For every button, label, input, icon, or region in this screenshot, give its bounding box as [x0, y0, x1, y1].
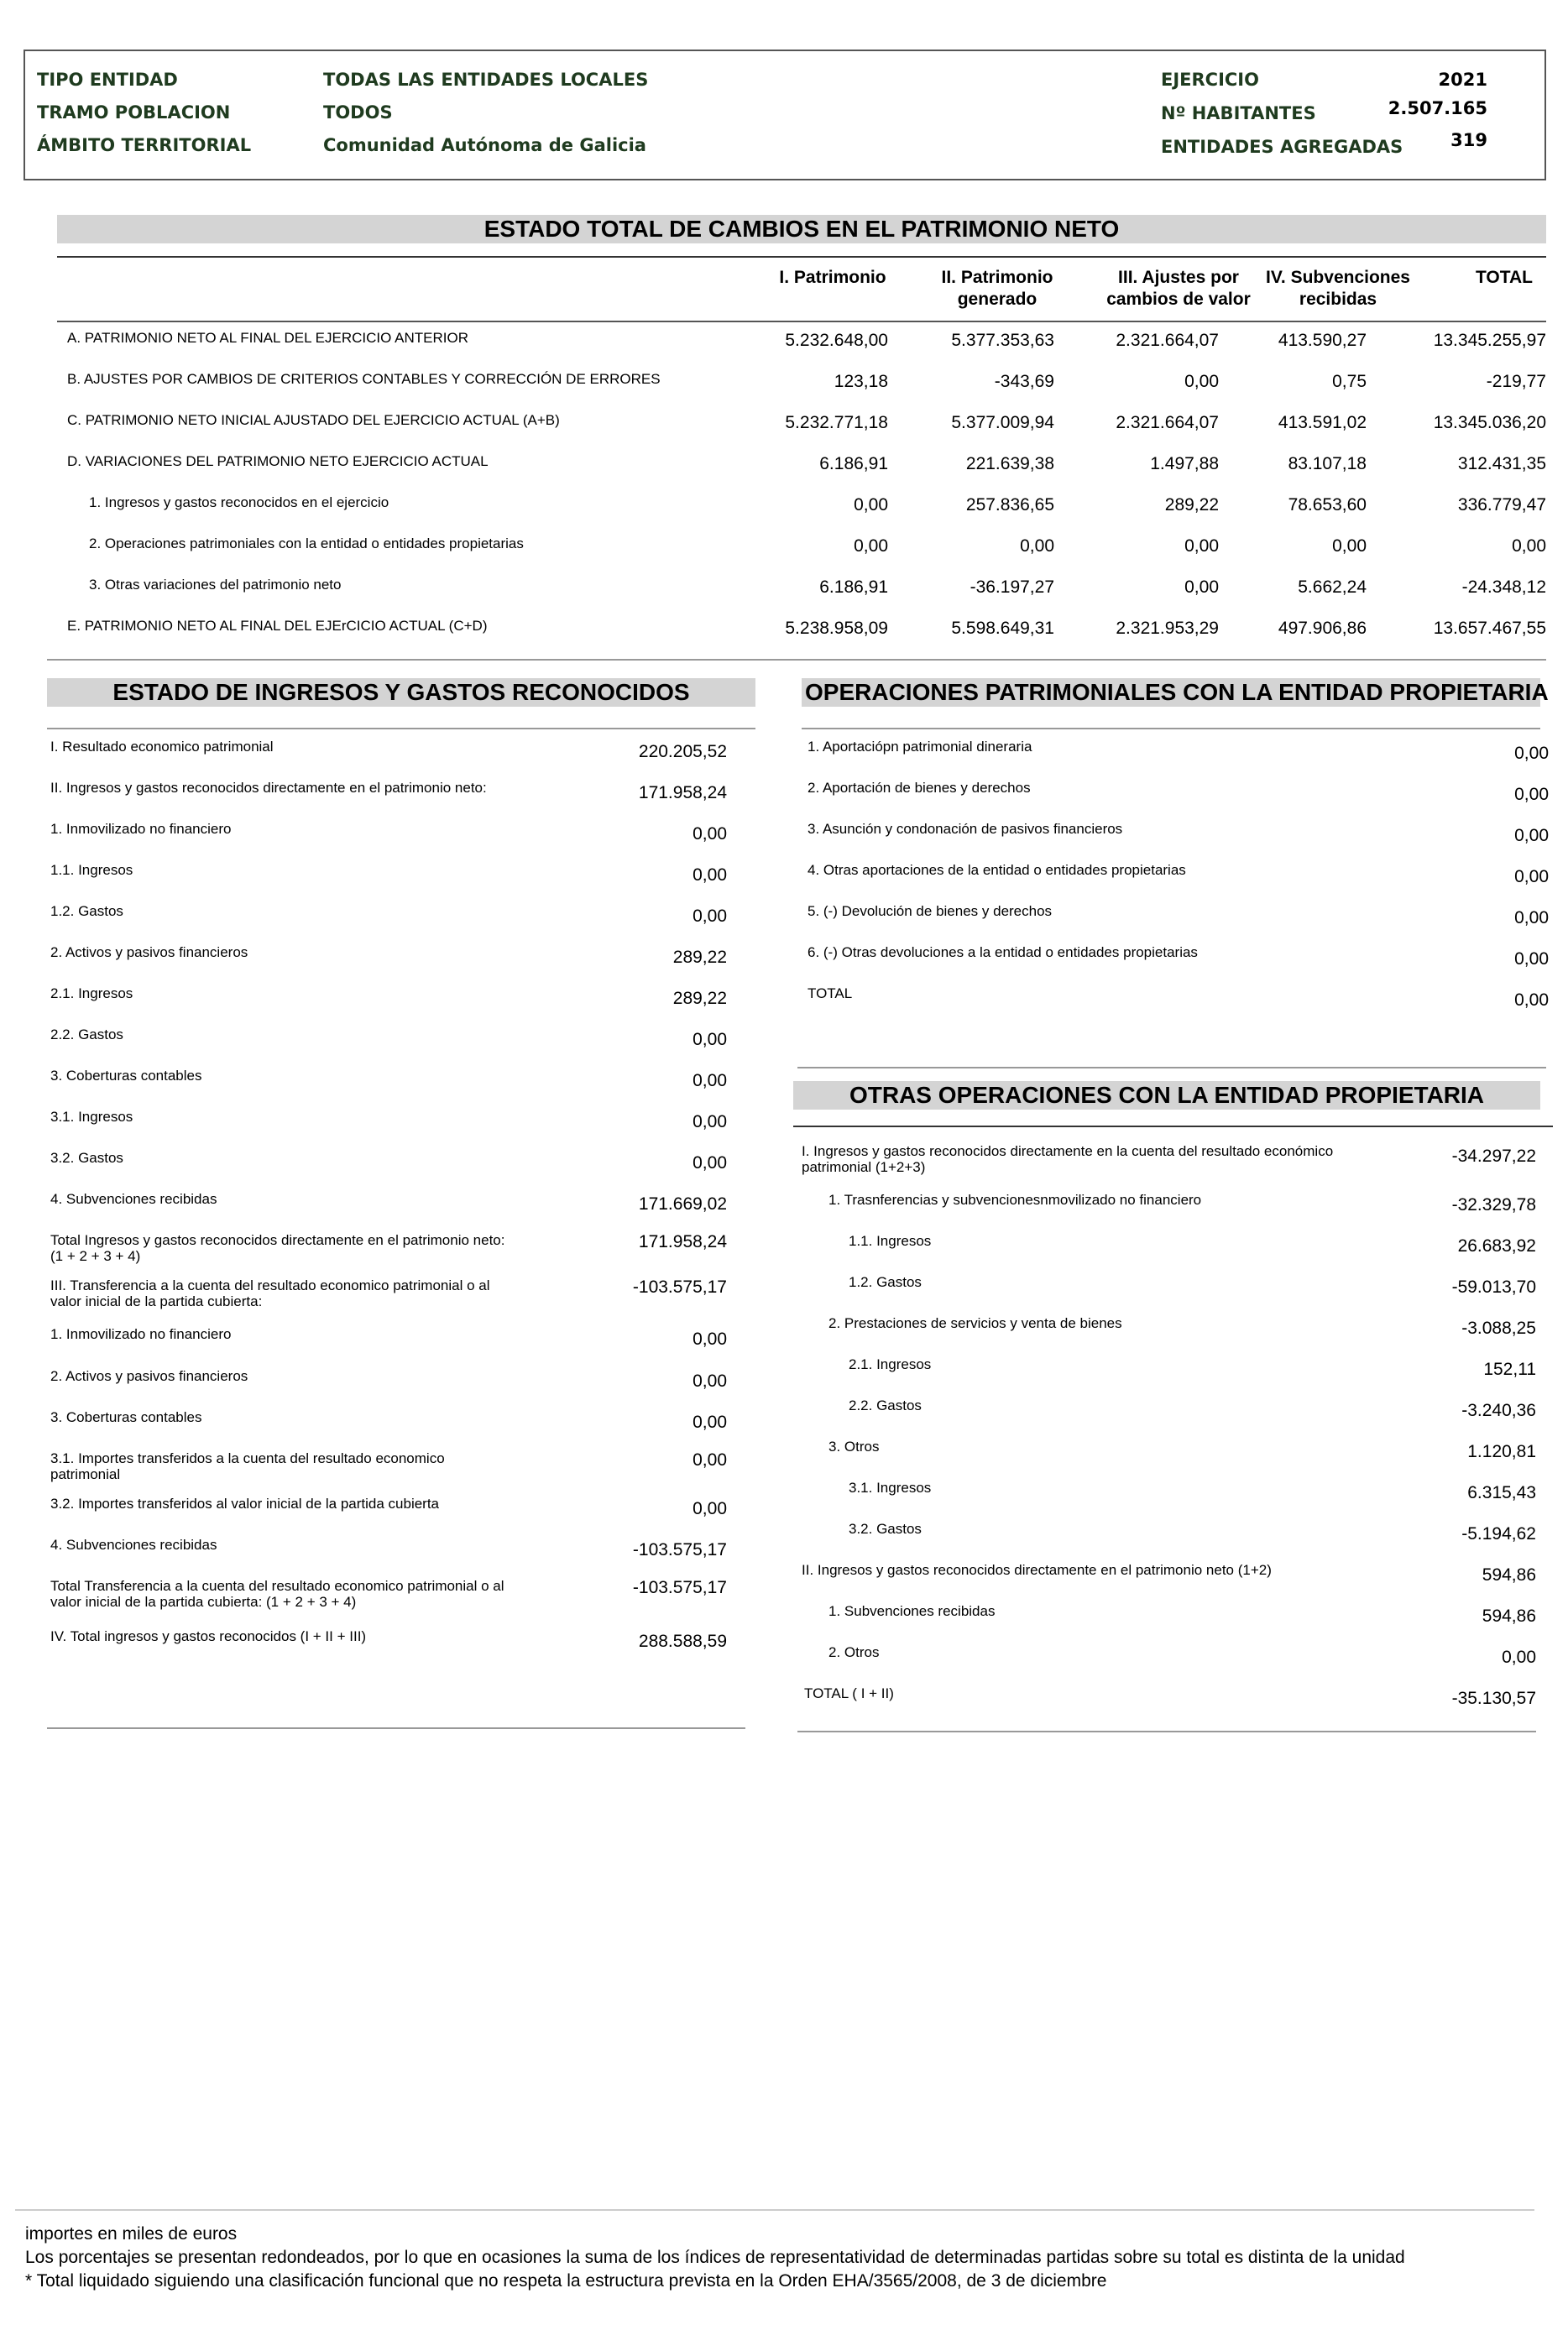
list-item-value: 0,00 [1514, 826, 1549, 845]
list-item-label: II. Ingresos y gastos reconocidos directamente en el patrimonio neto (1+2) [802, 1562, 1272, 1578]
list-item-label: 2. Activos y pasivos financieros [50, 944, 248, 960]
list-item-value: 0,00 [693, 824, 727, 844]
list-item-label: TOTAL ( I + II) [804, 1685, 894, 1701]
table-cell-value: 83.107,18 [1288, 454, 1367, 473]
table-cell-value: 0,00 [1332, 536, 1367, 556]
header-box [24, 50, 1546, 180]
table-cell-value: 2.321.953,29 [1116, 619, 1219, 638]
list-item-value: -32.329,78 [1451, 1195, 1536, 1215]
otras-operaciones-bottom-rule [797, 1731, 1536, 1732]
ejercicio-value: 2021 [1438, 70, 1487, 90]
habitantes-label: Nº HABITANTES [1161, 103, 1316, 123]
list-item-label: 3.1. Importes transferidos a la cuenta del resultado economico [50, 1450, 445, 1466]
list-item-label: 3. Coberturas contables [50, 1409, 202, 1425]
table-cell-value: 123,18 [834, 372, 888, 391]
table-cell-value: 413.590,27 [1278, 331, 1367, 350]
table-cell-value: -24.348,12 [1461, 577, 1546, 597]
list-item-value: 594,86 [1482, 1606, 1536, 1626]
table-cell-value: 1.497,88 [1150, 454, 1219, 473]
operaciones-patrimoniales-title: OPERACIONES PATRIMONIALES CON LA ENTIDAD PROPIETARIA [802, 678, 1540, 707]
table-cell-value: 0,00 [1512, 536, 1546, 556]
table-cell-value: 5.232.648,00 [785, 331, 888, 350]
table-cell-value: 497.906,86 [1278, 619, 1367, 638]
table-cell-value: 312.431,35 [1457, 454, 1546, 473]
ejercicio-label: EJERCICIO [1161, 70, 1259, 90]
list-item-value: 171.669,02 [638, 1194, 727, 1214]
footer-note-rounding: Los porcentajes se presentan redondeados, por lo que en ocasiones la suma de los índices de representatividad de determinadas partidas sobre su total es distinta de la unidad [25, 2248, 1405, 2267]
table-cell-value: -36.197,27 [970, 577, 1054, 597]
table-cell-value: 0,00 [1184, 372, 1219, 391]
footer-rule [15, 2209, 1534, 2211]
list-item-value: -5.194,62 [1461, 1524, 1536, 1544]
column-header: TOTAL [1475, 268, 1534, 287]
table-row-label: 1. Ingresos y gastos reconocidos en el ejercicio [89, 494, 389, 510]
table-cell-value: 6.186,91 [819, 577, 888, 597]
table-cell-value: 0,00 [854, 495, 888, 515]
list-item-value: 0,00 [693, 906, 727, 926]
list-item-label: 1.2. Gastos [50, 903, 123, 919]
list-item-label: 1. Inmovilizado no financiero [50, 1326, 232, 1342]
list-item-label: 2.1. Ingresos [50, 985, 133, 1001]
list-item-label: 1. Subvenciones recibidas [828, 1603, 996, 1619]
list-item-value: -3.088,25 [1461, 1319, 1536, 1338]
table-cell-value: 413.591,02 [1278, 413, 1367, 432]
list-item-value: 0,00 [693, 1030, 727, 1049]
list-item-value: 0,00 [1514, 867, 1549, 886]
list-item-value: 0,00 [1502, 1648, 1536, 1667]
list-item-value: 220.205,52 [638, 742, 727, 761]
list-item-value: 26.683,92 [1457, 1236, 1536, 1256]
table-cell-value: 257.836,65 [965, 495, 1054, 515]
tramo-poblacion-value: TODOS [323, 102, 393, 123]
list-item-label: 3.2. Gastos [50, 1150, 123, 1166]
tipo-entidad-value: TODAS LAS ENTIDADES LOCALES [323, 70, 649, 90]
list-item-label: 4. Subvenciones recibidas [50, 1191, 217, 1207]
list-item-value: 0,00 [693, 1450, 727, 1470]
table-row-label: 2. Operaciones patrimoniales con la entidad o entidades propietarias [89, 535, 524, 551]
list-item-value: -35.130,57 [1451, 1689, 1536, 1708]
table-cell-value: 5.662,24 [1298, 577, 1367, 597]
list-item-value: 0,00 [693, 1371, 727, 1391]
table-cell-value: 336.779,47 [1457, 495, 1546, 515]
column-header: II. Patrimonio generado [941, 268, 1053, 309]
list-item-value: 6.315,43 [1467, 1483, 1536, 1502]
list-item-label: 1. Inmovilizado no financiero [50, 821, 232, 837]
table-cell-value: 5.377.009,94 [951, 413, 1054, 432]
estado-total-bottom-rule [47, 659, 1546, 661]
list-item-value: -103.575,17 [632, 1540, 727, 1559]
list-item-label: 2.2. Gastos [849, 1397, 922, 1413]
list-item-value: -103.575,17 [632, 1277, 727, 1297]
entidades-agregadas-value: 319 [1450, 130, 1487, 150]
table-row-label: C. PATRIMONIO NETO INICIAL AJUSTADO DEL EJERCICIO ACTUAL (A+B) [67, 412, 560, 428]
list-item-value: 171.958,24 [638, 1232, 727, 1251]
table-cell-value: 6.186,91 [819, 454, 888, 473]
list-item-label: 2.1. Ingresos [849, 1356, 932, 1372]
column-header: III. Ajustes por cambios de valor [1106, 268, 1251, 309]
estado-total-title: ESTADO TOTAL DE CAMBIOS EN EL PATRIMONIO NETO [57, 215, 1546, 243]
ambito-territorial-value: Comunidad Autónoma de Galicia [323, 135, 646, 155]
list-item-label: 4. Subvenciones recibidas [50, 1537, 217, 1553]
table-row-label: D. VARIACIONES DEL PATRIMONIO NETO EJERCICIO ACTUAL [67, 453, 489, 469]
table-cell-value: 221.639,38 [965, 454, 1054, 473]
list-item-label: 5. (-) Devolución de bienes y derechos [808, 903, 1053, 919]
otras-operaciones-title: OTRAS OPERACIONES CON LA ENTIDAD PROPIETARIA [793, 1081, 1540, 1110]
list-item-value: 171.958,24 [638, 783, 727, 802]
table-cell-value: 0,75 [1332, 372, 1367, 391]
list-item-value: 289,22 [672, 948, 727, 967]
estado-total-top-rule [57, 256, 1546, 258]
table-cell-value: 0,00 [854, 536, 888, 556]
list-item-label: 3. Otros [828, 1439, 880, 1455]
table-cell-value: 5.238.958,09 [785, 619, 888, 638]
list-item-label: IV. Total ingresos y gastos reconocidos (I + II + III) [50, 1628, 367, 1644]
list-item-value: 152,11 [1483, 1360, 1536, 1379]
list-item-label: I. Resultado economico patrimonial [50, 739, 274, 755]
ambito-territorial-label: ÁMBITO TERRITORIAL [37, 135, 252, 155]
table-cell-value: -219,77 [1486, 372, 1546, 391]
entidades-agregadas-label: ENTIDADES AGREGADAS [1161, 137, 1403, 157]
list-item-label: 2. Activos y pasivos financieros [50, 1368, 248, 1384]
list-item-value: 0,00 [693, 1499, 727, 1518]
column-header: IV. Subvenciones recibidas [1266, 268, 1410, 309]
list-item-label: 1.2. Gastos [849, 1274, 922, 1290]
table-row-label: 3. Otras variaciones del patrimonio neto [89, 577, 342, 593]
operaciones-patrimoniales-top-rule [802, 728, 1540, 729]
footer-note-functional: * Total liquidado siguiendo una clasificación funcional que no respeta la estructura prevista en la Orden EHA/3565/2008, de 3 de diciembre [25, 2271, 1107, 2291]
operaciones-patrimoniales-bottom-rule [797, 1067, 1546, 1068]
list-item-value: 0,00 [693, 1413, 727, 1432]
list-item-label: I. Ingresos y gastos reconocidos directamente en la cuenta del resultado económico [802, 1143, 1334, 1159]
list-item-label: 3.1. Ingresos [849, 1480, 932, 1496]
table-cell-value: 13.657.467,55 [1433, 619, 1546, 638]
list-item-label: Total Transferencia a la cuenta del resultado economico patrimonial o al [50, 1578, 504, 1594]
list-item-value: 289,22 [672, 989, 727, 1008]
list-item-label: Total Ingresos y gastos reconocidos directamente en el patrimonio neto: [50, 1232, 505, 1248]
list-item-value: 0,00 [1514, 990, 1549, 1010]
otras-operaciones-top-rule [793, 1126, 1553, 1127]
table-cell-value: 13.345.255,97 [1433, 331, 1546, 350]
ingresos-gastos-top-rule [47, 728, 755, 729]
list-item-value: 0,00 [1514, 785, 1549, 804]
list-item-label: 3. Asunción y condonación de pasivos financieros [808, 821, 1123, 837]
list-item-value: -3.240,36 [1461, 1401, 1536, 1420]
list-item-label-cont: (1 + 2 + 3 + 4) [50, 1248, 141, 1264]
table-cell-value: 2.321.664,07 [1116, 413, 1219, 432]
list-item-value: 0,00 [693, 1112, 727, 1131]
table-row-label: A. PATRIMONIO NETO AL FINAL DEL EJERCICIO ANTERIOR [67, 330, 468, 346]
list-item-value: -103.575,17 [632, 1578, 727, 1597]
column-header: I. Patrimonio [779, 268, 886, 287]
list-item-label: 3.1. Ingresos [50, 1109, 133, 1125]
list-item-label: 2.2. Gastos [50, 1027, 123, 1042]
list-item-label: 2. Aportación de bienes y derechos [808, 780, 1031, 796]
table-cell-value: 5.598.649,31 [951, 619, 1054, 638]
footer-note-units: importes en miles de euros [25, 2224, 238, 2244]
list-item-label: 1.1. Ingresos [849, 1233, 932, 1249]
list-item-label: 3. Coberturas contables [50, 1068, 202, 1084]
list-item-label: 4. Otras aportaciones de la entidad o entidades propietarias [808, 862, 1186, 878]
list-item-label: 1. Trasnferencias y subvencionesnmovilizado no financiero [828, 1192, 1202, 1208]
list-item-value: 0,00 [1514, 949, 1549, 969]
list-item-value: 0,00 [693, 1153, 727, 1173]
list-item-value: 0,00 [1514, 908, 1549, 927]
list-item-label: TOTAL [808, 985, 853, 1001]
list-item-label-cont: patrimonial (1+2+3) [802, 1159, 926, 1175]
list-item-label: 3.2. Importes transferidos al valor inicial de la partida cubierta [50, 1496, 440, 1512]
list-item-label-cont: valor inicial de la partida cubierta: [50, 1293, 263, 1309]
table-cell-value: 5.232.771,18 [785, 413, 888, 432]
list-item-value: 0,00 [693, 1330, 727, 1349]
list-item-label: 1.1. Ingresos [50, 862, 133, 878]
list-item-value: -59.013,70 [1451, 1277, 1536, 1297]
list-item-value: 0,00 [1514, 744, 1549, 763]
habitantes-value: 2.507.165 [1388, 98, 1487, 118]
list-item-label-cont: valor inicial de la partida cubierta: (1 + 2 + 3 + 4) [50, 1594, 357, 1610]
list-item-label: 2. Prestaciones de servicios y venta de bienes [828, 1315, 1122, 1331]
table-cell-value: -343,69 [994, 372, 1054, 391]
list-item-value: -34.297,22 [1451, 1147, 1536, 1166]
table-row-label: B. AJUSTES POR CAMBIOS DE CRITERIOS CONTABLES Y CORRECCIÓN DE ERRORES [67, 371, 661, 387]
list-item-label-cont: patrimonial [50, 1466, 121, 1482]
list-item-value: 288.588,59 [638, 1632, 727, 1651]
ingresos-gastos-bottom-rule [47, 1727, 745, 1729]
list-item-label: II. Ingresos y gastos reconocidos directamente en el patrimonio neto: [50, 780, 487, 796]
tipo-entidad-label: TIPO ENTIDAD [37, 70, 178, 90]
estado-total-header-rule [57, 321, 1546, 322]
tramo-poblacion-label: TRAMO POBLACION [37, 102, 231, 123]
ingresos-gastos-title: ESTADO DE INGRESOS Y GASTOS RECONOCIDOS [47, 678, 755, 707]
table-cell-value: 2.321.664,07 [1116, 331, 1219, 350]
list-item-label: III. Transferencia a la cuenta del resultado economico patrimonial o al [50, 1277, 490, 1293]
table-cell-value: 289,22 [1164, 495, 1219, 515]
table-cell-value: 0,00 [1184, 577, 1219, 597]
list-item-label: 6. (-) Otras devoluciones a la entidad o entidades propietarias [808, 944, 1198, 960]
table-cell-value: 13.345.036,20 [1433, 413, 1546, 432]
list-item-value: 1.120,81 [1467, 1442, 1536, 1461]
list-item-label: 3.2. Gastos [849, 1521, 922, 1537]
table-cell-value: 78.653,60 [1288, 495, 1367, 515]
list-item-value: 0,00 [693, 1071, 727, 1090]
table-cell-value: 0,00 [1020, 536, 1054, 556]
list-item-value: 0,00 [693, 865, 727, 885]
table-row-label: E. PATRIMONIO NETO AL FINAL DEL EJErCICIO ACTUAL (C+D) [67, 618, 488, 634]
table-cell-value: 5.377.353,63 [951, 331, 1054, 350]
list-item-label: 2. Otros [828, 1644, 880, 1660]
table-cell-value: 0,00 [1184, 536, 1219, 556]
list-item-value: 594,86 [1482, 1565, 1536, 1585]
list-item-label: 1. Aportaciópn patrimonial dineraria [808, 739, 1032, 755]
